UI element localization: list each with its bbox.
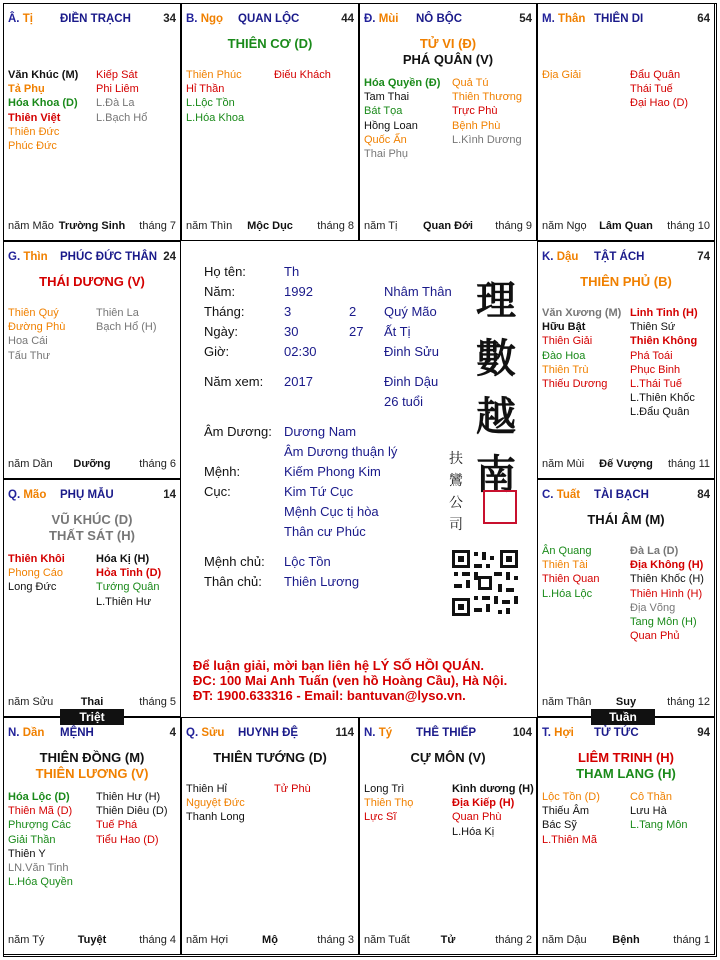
calligraphy-small: 扶鸞公司 [449, 451, 463, 533]
contact-line-1: Để luận giải, mời bạn liên hệ LÝ SỐ HỒI QUÁN. [193, 658, 484, 673]
star-item: Hỏa Tinh (D) [96, 567, 162, 580]
palace-footer [8, 220, 176, 233]
right-star-list [274, 68, 331, 82]
gio-label: Giờ: [204, 344, 230, 359]
menh-chu-value: Lộc Tồn [284, 554, 331, 569]
palace-stage: Suy [615, 696, 637, 708]
nam-xem-value: 2017 [284, 374, 313, 389]
palace-header [186, 727, 354, 741]
palace-stage: Lâm Quan [599, 220, 653, 232]
palace-year: năm Tuất [364, 934, 410, 946]
main-star: THIÊN ĐỒNG (M) [39, 750, 145, 765]
palace-number: 54 [519, 13, 532, 25]
main-star: THAM LANG (H) [576, 766, 676, 781]
star-item: Địa Kiếp (H) [452, 797, 515, 810]
star-item: Thiên Quan [542, 573, 600, 586]
right-star-list [452, 782, 534, 839]
main-star: THIÊN TƯỚNG (D) [213, 750, 327, 765]
palace-year: năm Dậu [542, 934, 587, 946]
palace-position: M. Thân [542, 13, 586, 25]
left-star-list [8, 306, 65, 363]
palace-position: K. Dậu [542, 251, 579, 263]
palace-name: PHỤ MẪU [60, 489, 114, 501]
palace-number: 24 [163, 251, 176, 263]
star-item: Cô Thần [630, 791, 672, 803]
star-item: Thiên Sứ [630, 321, 676, 334]
nam-xem-can-chi: Đinh Dậu [384, 374, 439, 389]
nam-xem-label: Năm xem: [204, 374, 264, 389]
star-item: LN.Văn Tinh [8, 861, 69, 874]
star-item: Phúc Đức [8, 139, 57, 152]
palace-month: tháng 6 [139, 458, 176, 470]
star-item: Thiên Hư (H) [96, 791, 161, 803]
palace-position: Q. Mão [8, 489, 47, 501]
triet-marker: Triệt [60, 709, 124, 725]
star-item: Hóa Quyền (Đ) [364, 77, 441, 89]
star-item: L.Thiên Mã [542, 833, 598, 846]
contact-line-2: ĐC: 100 Mai Anh Tuấn (ven hồ Hoàng Cầu), Hà Nội. [193, 673, 508, 688]
star-item: L.Đà La [96, 97, 135, 110]
main-star: THIÊN LƯƠNG (V) [35, 766, 149, 781]
left-star-list [8, 552, 65, 595]
palace-year: năm Ngọ [542, 220, 587, 232]
star-item: Tiểu Hao (D) [96, 833, 159, 846]
star-item: Địa Võng [630, 601, 676, 614]
tuoi-value: 26 tuổi [384, 394, 424, 409]
palace-ti[interactable] [3, 3, 181, 241]
palace-position: B. Ngọ [186, 13, 224, 25]
palace-number: 104 [512, 727, 532, 739]
palace-number: 114 [335, 727, 354, 739]
palace-footer [542, 696, 710, 709]
star-item: Phượng Các [8, 819, 71, 832]
tuan-marker: Tuần [591, 709, 655, 725]
nam-value: 1992 [284, 284, 313, 299]
ho-ten-label: Họ tên: [204, 264, 246, 279]
menh-chu-label: Mệnh chủ: [204, 554, 265, 569]
palace-tuat[interactable] [537, 479, 715, 717]
palace-header [542, 13, 710, 27]
star-item: Thiên Không [630, 335, 698, 348]
palace-stage: Mộ [262, 934, 278, 946]
right-star-list [96, 552, 161, 609]
palace-name: MỆNH [60, 727, 94, 739]
palace-stage: Mộc Dục [247, 220, 293, 232]
star-item: Tam Thai [364, 91, 410, 104]
star-item: Nguyệt Đức [186, 797, 245, 810]
star-item: Kình dương (H) [452, 783, 534, 795]
star-item: Thiên Hỉ [186, 783, 227, 795]
star-item: Giải Thần [8, 833, 56, 846]
star-item: L.Hóa Kị [452, 825, 495, 838]
star-item: Linh Tinh (H) [630, 307, 698, 319]
than-cu-note: Thân cư Phúc [284, 524, 366, 539]
star-item: Hỉ Thần [186, 83, 225, 96]
main-star: LIÊM TRINH (H) [577, 750, 675, 765]
star-item: Thiên Trù [542, 363, 589, 376]
star-item: Lưu Hà [630, 805, 667, 818]
star-item: Thiên Hình (H) [630, 587, 703, 600]
main-star: THẤT SÁT (H) [49, 528, 135, 543]
star-item: Thiếu Âm [542, 805, 590, 818]
main-star: THÁI ÂM (M) [587, 512, 665, 527]
star-item: Trực Phù [452, 105, 498, 118]
thang-label: Tháng: [204, 304, 245, 319]
palace-stage: Dưỡng [73, 458, 111, 470]
star-item: Quan Phủ [630, 630, 680, 643]
star-item: Thiếu Dương [542, 377, 608, 390]
right-star-list [96, 68, 147, 125]
palace-name: THÊ THIẾP [416, 727, 477, 739]
ngay-can-chi: Ất Tị [384, 324, 411, 339]
ngay-label: Ngày: [204, 324, 238, 339]
palace-header [542, 727, 710, 741]
palace-than[interactable] [537, 3, 715, 241]
palace-month: tháng 12 [667, 696, 710, 708]
ngay-am: 27 [349, 324, 364, 339]
star-item: L.Hóa Quyền [8, 876, 73, 889]
palace-year: năm Tý [8, 934, 45, 946]
main-star: TỬ VI (Đ) [419, 36, 477, 51]
palace-stage: Tử [440, 934, 456, 946]
left-star-list [364, 76, 440, 161]
palace-number: 34 [163, 13, 176, 25]
star-item: Thiên Khốc (H) [630, 573, 704, 586]
palace-number: 84 [697, 489, 710, 501]
star-item: Địa Không (H) [630, 559, 704, 572]
palace-month: tháng 4 [139, 934, 176, 946]
thang-can-chi: Quý Mão [384, 304, 437, 319]
palace-header [542, 251, 710, 265]
palace-number: 14 [163, 489, 176, 501]
right-star-list [96, 306, 157, 334]
palace-ty[interactable] [359, 717, 537, 955]
palace-footer [364, 220, 532, 233]
star-item: Đào Hoa [542, 349, 586, 362]
palace-name: NÔ BỘC [416, 13, 462, 25]
star-item: Tang Môn (H) [630, 615, 697, 628]
palace-footer [542, 458, 710, 471]
star-item: Thiên Phúc [186, 69, 242, 81]
palace-footer [542, 220, 710, 233]
palace-position: G. Thìn [8, 251, 48, 263]
nam-label: Năm: [204, 284, 236, 299]
palace-year: năm Thìn [186, 220, 233, 232]
ho-ten-value: Th [284, 264, 300, 279]
star-item: Hồng Loan [364, 119, 418, 132]
star-item: Hữu Bật [542, 321, 586, 334]
star-item: Điếu Khách [274, 69, 331, 81]
palace-name: TÀI BẠCH [594, 489, 649, 501]
left-star-list [186, 782, 245, 825]
palace-position: N. Tý [364, 727, 393, 739]
palace-month: tháng 8 [317, 220, 354, 232]
nam-can-chi: Nhâm Thân [384, 284, 452, 299]
palace-year: năm Dần [8, 458, 53, 470]
star-item: Đường Phù [8, 321, 66, 334]
thang-am: 2 [349, 304, 357, 319]
star-item: Thiên Quý [8, 307, 59, 319]
right-star-list [630, 306, 698, 420]
star-item: Thái Tuế [630, 83, 673, 96]
star-item: Phi Liêm [96, 83, 139, 96]
star-item: L.Đẩu Quân [630, 406, 690, 419]
palace-month: tháng 7 [139, 220, 176, 232]
palace-position: T. Hợi [542, 727, 574, 739]
seal-stamp [483, 490, 517, 524]
palace-stage: Quan Đới [423, 220, 473, 232]
palace-ngo[interactable] [181, 3, 359, 241]
palace-month: tháng 3 [317, 934, 354, 946]
star-item: Phục Binh [630, 363, 681, 376]
palace-stage: Bệnh [612, 934, 640, 946]
palace-position: Đ. Mùi [364, 13, 399, 25]
than-chu-label: Thân chủ: [204, 574, 262, 589]
star-item: Kiếp Sát [96, 69, 138, 81]
palace-thin[interactable] [3, 241, 181, 479]
main-star: VŨ KHÚC (D) [51, 512, 133, 527]
star-item: Tấu Thư [8, 349, 51, 362]
palace-header [8, 727, 176, 741]
ngay-value: 30 [284, 324, 299, 339]
palace-footer [186, 220, 354, 233]
palace-header [364, 727, 532, 741]
palace-name: TỬ TỨC [594, 727, 639, 739]
palace-stage: Đế Vượng [599, 458, 653, 470]
star-item: Ân Quang [542, 545, 592, 557]
main-star: THIÊN CƠ (D) [227, 36, 313, 51]
star-item: Thanh Long [186, 811, 245, 824]
star-item: Quan Phù [452, 811, 502, 824]
left-star-list [542, 544, 599, 601]
palace-stage: Trường Sinh [58, 220, 126, 232]
am-duong-label: Âm Dương: [204, 424, 272, 439]
left-star-list [542, 790, 600, 847]
am-duong-note: Âm Dương thuận lý [284, 444, 398, 459]
star-item: Đẩu Quân [630, 69, 681, 81]
star-item: Quả Tú [452, 77, 489, 89]
palace-number: 44 [341, 13, 354, 25]
menh-value: Kiếm Phong Kim [284, 464, 381, 479]
palace-name: QUAN LỘC [238, 13, 300, 25]
calligraphy-logo: 理數越南 [476, 277, 516, 498]
palace-month: tháng 11 [667, 458, 710, 470]
palace-year: năm Thân [542, 696, 592, 708]
palace-name: ĐIỀN TRẠCH [60, 13, 131, 25]
palace-number: 94 [697, 727, 710, 739]
right-star-list [630, 68, 688, 111]
star-item: L.Thiên Khốc [630, 392, 695, 405]
star-item: L.Tang Môn [630, 819, 688, 832]
star-item: Tử Phù [274, 783, 311, 795]
palace-year: năm Mão [8, 220, 54, 232]
palace-position: Q. Sửu [186, 727, 225, 739]
palace-footer [364, 934, 532, 947]
palace-footer [8, 458, 176, 471]
star-item: Văn Khúc (M) [8, 69, 79, 81]
left-star-list [8, 68, 78, 153]
palace-header [364, 13, 532, 27]
star-item: Tuế Phá [96, 819, 138, 832]
palace-header [8, 251, 176, 265]
main-star: CỰ MÔN (V) [410, 750, 486, 765]
palace-month: tháng 2 [495, 934, 532, 946]
star-item: Thiên La [96, 307, 139, 319]
palace-position: Â. Tị [8, 13, 33, 25]
star-item: Bệnh Phù [452, 119, 501, 132]
star-item: Phá Toái [630, 349, 673, 362]
palace-name: TẬT ÁCH [594, 251, 645, 263]
star-item: L.Hóa Khoa [186, 111, 245, 124]
star-item: Thiên Y [8, 847, 46, 860]
star-item: Thiên Việt [8, 111, 61, 124]
palace-name: HUYNH ĐỆ [238, 727, 299, 739]
star-item: Thiên Khôi [8, 553, 65, 565]
star-item: Đại Hao (D) [630, 97, 689, 110]
main-star: PHÁ QUÂN (V) [402, 52, 494, 67]
palace-position: N. Dần [8, 727, 45, 739]
palace-footer [542, 934, 710, 947]
star-item: Bác Sỹ [542, 819, 577, 832]
palace-suu[interactable] [181, 717, 359, 955]
right-star-list [274, 782, 311, 796]
right-star-list [630, 790, 687, 833]
palace-header [8, 13, 176, 27]
star-item: Địa Giải [542, 69, 582, 81]
star-item: L.Thái Tuế [630, 377, 682, 390]
than-chu-value: Thiên Lương [284, 574, 360, 589]
right-star-list [630, 544, 704, 643]
main-star: THIÊN PHỦ (B) [580, 274, 672, 289]
palace-footer [8, 696, 176, 709]
menh-label: Mệnh: [204, 464, 241, 479]
star-item: Thiên Thương [452, 91, 523, 104]
palace-number: 4 [169, 727, 176, 739]
palace-number: 74 [697, 251, 710, 263]
palace-header [186, 13, 354, 27]
palace-stage: Tuyệt [77, 934, 107, 946]
palace-stage: Thai [80, 696, 104, 708]
palace-month: tháng 1 [673, 934, 710, 946]
star-item: Hoa Cái [8, 335, 48, 348]
star-item: L.Thiên Hư [96, 595, 152, 608]
cuc-value: Kim Tứ Cục [284, 484, 354, 499]
palace-header [542, 489, 710, 503]
palace-footer [186, 934, 354, 947]
star-item: Hóa Kị (H) [96, 553, 150, 565]
gio-value: 02:30 [284, 344, 317, 359]
star-item: L.Hóa Lộc [542, 587, 593, 600]
palace-year: năm Mùi [542, 458, 585, 470]
palace-footer [8, 934, 176, 947]
star-item: Thiên Thọ [364, 797, 414, 810]
palace-year: năm Sửu [8, 696, 54, 708]
gio-can-chi: Đinh Sửu [384, 344, 439, 359]
star-item: Hóa Khoa (D) [8, 97, 78, 110]
palace-name: PHÚC ĐỨC THÂN [60, 251, 158, 263]
am-duong-value: Dương Nam [284, 424, 357, 439]
star-item: Thiên Mã (D) [8, 805, 73, 818]
star-item: Tướng Quân [96, 581, 160, 594]
star-item: Hóa Lộc (D) [8, 791, 70, 803]
star-item: L.Bạch Hổ [96, 111, 148, 124]
contact-line-3: ĐT: 1900.633316 - Email: bantuvan@lyso.vn. [193, 688, 466, 703]
left-star-list [542, 306, 621, 391]
palace-name: THIÊN DI [594, 13, 644, 25]
star-item: Phong Cáo [8, 567, 64, 580]
star-item: Long Đức [8, 581, 57, 594]
palace-dau[interactable] [537, 241, 715, 479]
left-star-list [8, 790, 73, 889]
palace-month: tháng 5 [139, 696, 176, 708]
star-item: Bát Tọa [364, 105, 403, 118]
palace-dan[interactable] [3, 717, 181, 955]
star-item: Thiên Giải [542, 335, 593, 348]
palace-mui[interactable] [359, 3, 537, 241]
palace-hoi[interactable] [537, 717, 715, 955]
contact-info [193, 658, 507, 703]
star-item: Tả Phụ [8, 83, 45, 96]
right-star-list [96, 790, 168, 847]
star-item: Quốc Ấn [364, 133, 407, 146]
qr-code-icon[interactable] [450, 548, 520, 618]
palace-year: năm Hợi [186, 934, 229, 946]
left-star-list [186, 68, 244, 125]
thang-value: 3 [284, 304, 292, 319]
star-item: Thiên Diêu (D) [96, 805, 168, 818]
palace-mao[interactable] [3, 479, 181, 717]
star-item: L.Kình Dương [452, 133, 522, 146]
left-star-list [542, 68, 581, 82]
star-item: L.Lộc Tồn [186, 97, 235, 110]
star-item: Bạch Hổ (H) [96, 321, 157, 334]
star-item: Thiên Tài [542, 559, 588, 572]
palace-number: 64 [697, 13, 710, 25]
star-item: Thai Phụ [364, 147, 409, 160]
right-star-list [452, 76, 522, 147]
star-item: Đà La (D) [630, 545, 679, 557]
palace-month: tháng 10 [667, 220, 710, 232]
cuc-label: Cục: [204, 484, 231, 499]
star-item: Lực Sĩ [364, 811, 397, 824]
cuc-note: Mệnh Cục tị hòa [284, 504, 379, 519]
palace-position: C. Tuất [542, 489, 581, 501]
palace-header [8, 489, 176, 503]
star-item: Thiên Đức [8, 125, 60, 138]
star-item: Văn Xương (M) [542, 307, 622, 319]
star-item: Long Trì [364, 783, 405, 795]
palace-month: tháng 9 [495, 220, 532, 232]
left-star-list [364, 782, 413, 825]
palace-year: năm Tị [364, 220, 398, 232]
main-star: THÁI DƯƠNG (V) [39, 274, 145, 289]
star-item: Lộc Tồn (D) [542, 791, 600, 803]
